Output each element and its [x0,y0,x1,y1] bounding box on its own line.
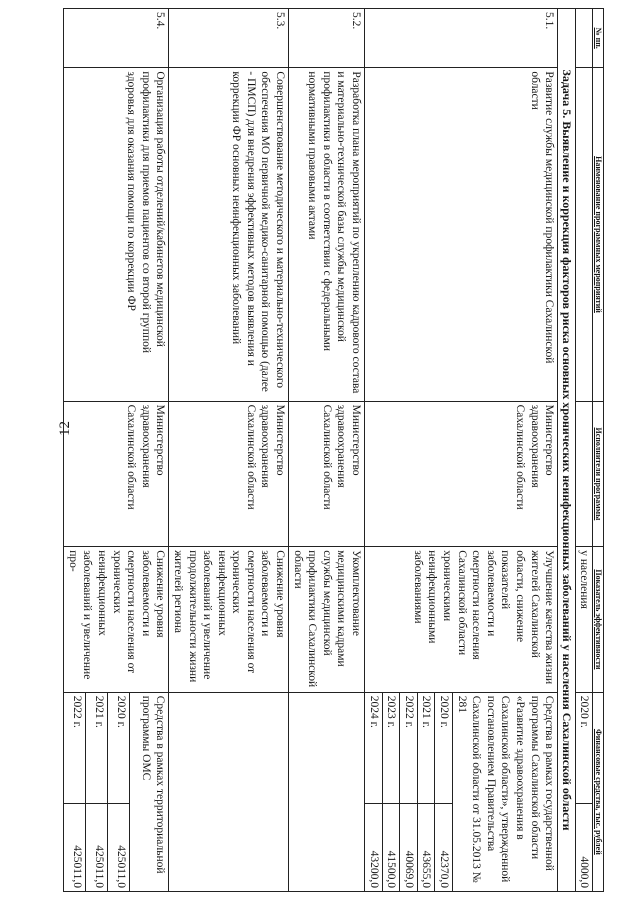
activity-name: Развитие службы медицинской профилактики Сахалинской области [365,68,558,401]
funding-amount: 425011,0 [85,803,107,891]
table-header-row [593,9,604,892]
funding-amount: 43200,0 [365,803,383,891]
funding-source [289,692,365,891]
header-indicator: Показатель эффективности [593,547,604,693]
funding-amount: 425011,0 [64,803,86,891]
header-executor: Исполнители программы [593,401,604,547]
funding-amount: 43655,0 [417,803,435,891]
efficiency-indicator: Укомплектование медицинскими кадрами службы медицинской профилактики Сахалинской области [289,547,365,693]
funding-year: 2020 г. [435,692,453,803]
row-number: 5.2. [289,9,365,68]
funding-source: Средства в рамках государственной программы Сахалинской области «Развитие здравоохранения в Сахалинской области», утвержденной постановлением Правительства Сахалинской области от 31.05.2013 № 281 [453,692,558,891]
header-funding: Финансовые средства, тыс. рублей [593,692,604,891]
funding-amount: 425011,0 [107,803,129,891]
executor: Министерство здравоохранения Сахалинской области [169,401,289,547]
funding-amount: 41500,0 [382,803,400,891]
funding-year: 2022 г. [64,692,86,803]
header-name: Наименование программных мероприятий [593,68,604,401]
row-number: 5.4. [64,9,169,68]
empty-cell [575,68,593,401]
funding-year: 2022 г. [400,692,418,803]
activity-name: Организация работы отделений/кабинетов медицинской профилактики для приемов пациентов со второй группой здоровья для оказания помощи по коррекции ФР [64,68,169,401]
row-number: 5.1. [365,9,558,68]
executor: Министерство здравоохранения Сахалинской области [365,401,558,547]
funding-amount: 40069,0 [400,803,418,891]
continued-year: 2020 г. [575,692,593,803]
empty-cell [575,401,593,547]
efficiency-indicator: Улучшение качества жизни жителей Сахалинской области, снижение показателей заболеваемости и смертности населения Сахалинской области хроническими неинфекционными заболеваниями [365,547,558,693]
funding-amount: 42370,0 [435,803,453,891]
funding-year: 2020 г. [107,692,129,803]
funding-year: 2021 г. [85,692,107,803]
header-num: № пп. [593,9,604,68]
activity-name: Совершенствование методического и материально-технического обеспечения МО первичной медико-санитарной помощью (далее - ПМСП) для внедрения эффективных методов выявления и коррекции ФР основных неинфекционных заболеваний [169,68,289,401]
page-number: 12 [57,421,73,436]
efficiency-indicator: Снижение уровня заболеваемости и смертности населения от хронических неинфекционных заболеваний и увеличение продолжительности жизни жителей региона [169,547,289,693]
section-title: Задача 5. Выявление и коррекция факторов риска основных хронических неинфекционных заболеваний у населения Сахалинской области [558,9,576,892]
section-title-row [558,9,576,892]
activity-name: Разработка плана мероприятий по укреплению кадрового состава и материально-технической базы службы медицинской профилактики в области в соответствии с федеральными нормативными правовыми актами [289,68,365,401]
table-row [169,9,289,892]
continued-amount: 4000,0 [575,803,593,891]
table-row [129,9,169,892]
funding-source: Средства в рамках территориальной программы ОМС [129,692,169,891]
efficiency-indicator: Снижение уровня заболеваемости и смертности населения от хронических неинфекционных заболеваний и увеличение про- [64,547,169,693]
continued-row [575,9,593,892]
executor: Министерство здравоохранения Сахалинской области [289,401,365,547]
empty-cell [575,9,593,68]
row-number: 5.3. [169,9,289,68]
table-row [453,9,558,892]
table-row [289,9,365,892]
rotated-document-sheet [66,8,604,892]
funding-year: 2023 г. [382,692,400,803]
funding-year: 2024 г. [365,692,383,803]
program-activities-table [63,8,604,892]
continued-indicator: у населения [575,547,593,693]
funding-year: 2021 г. [417,692,435,803]
executor: Министерство здравоохранения Сахалинской области [64,401,169,547]
funding-source [169,692,289,891]
